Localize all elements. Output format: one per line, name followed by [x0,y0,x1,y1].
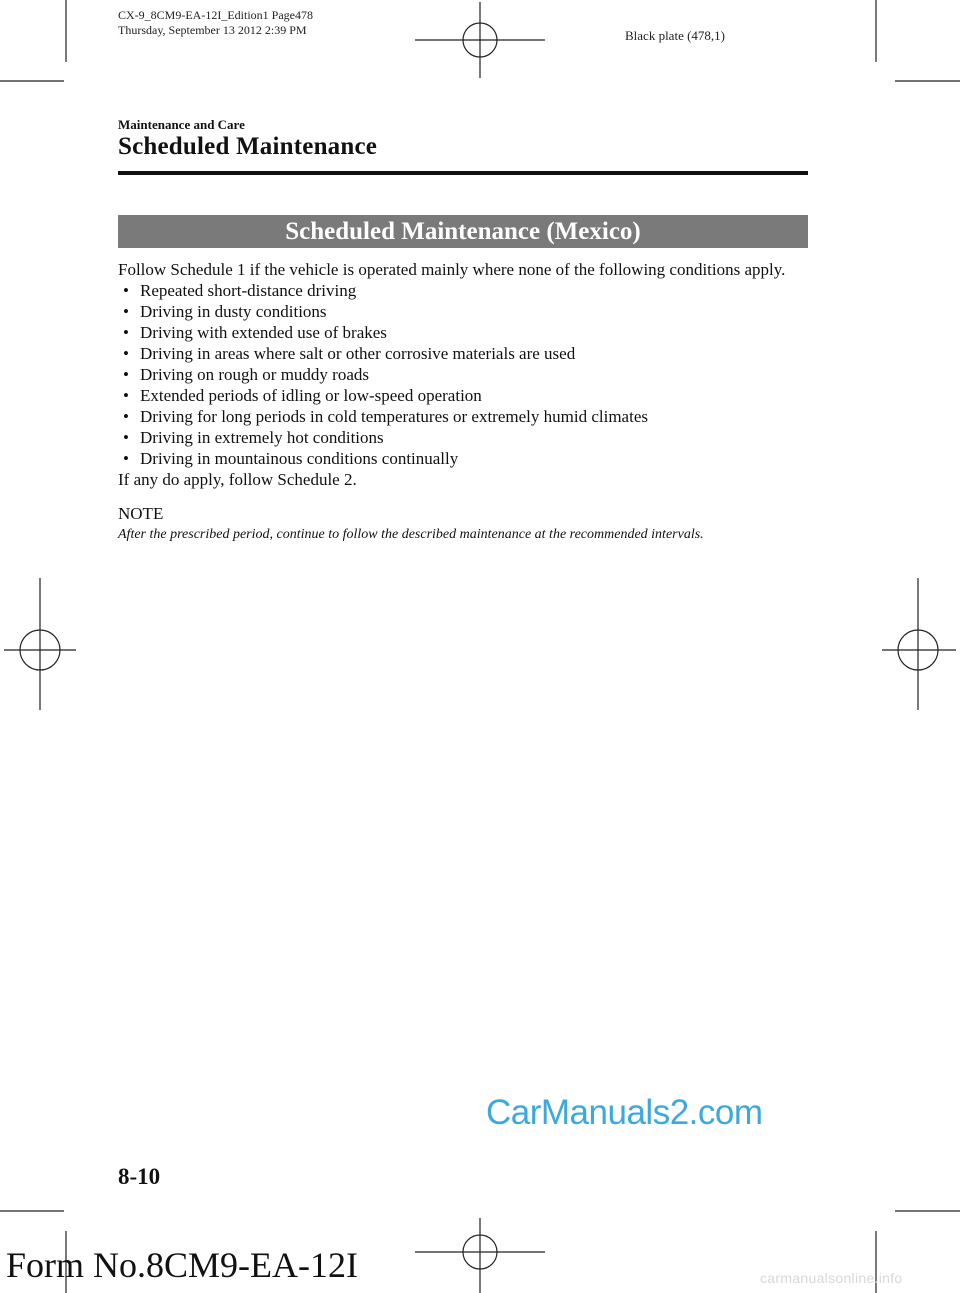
note-heading: NOTE [118,504,164,523]
list-item: • Driving in areas where salt or other corrosive materials are used [123,344,576,363]
section-rule [118,171,808,175]
form-number: Form No.8CM9-EA-12I [6,1245,358,1285]
bullet-icon: • [123,281,129,300]
list-item: • Driving in mountainous conditions continually [123,449,459,468]
conditions-list [118,280,808,469]
list-item: • Driving with extended use of brakes [123,323,387,342]
bullet-icon: • [123,386,129,405]
outro-paragraph: If any do apply, follow Schedule 2. [118,470,357,489]
section-title: Scheduled Maintenance [118,133,378,160]
watermark-logo: CarManuals2.com [486,1093,763,1132]
intro-paragraph: Follow Schedule 1 if the vehicle is operated mainly where none of the following conditions apply. [118,260,786,279]
body-text [118,259,808,545]
bullet-icon: • [123,407,129,426]
list-item: • Repeated short-distance driving [123,281,357,300]
note-text: After the prescribed period, continue to follow the described maintenance at the recommended intervals. [118,527,704,542]
list-item: • Extended periods of idling or low-speed operation [123,386,482,405]
banner-title: Scheduled Maintenance (Mexico) [285,217,641,245]
bullet-icon: • [123,428,129,447]
print-date-line: Thursday, September 13 2012 2:39 PM [118,23,307,37]
print-file-line: CX-9_8CM9-EA-12I_Edition1 Page478 [118,8,313,22]
list-item: • Driving in dusty conditions [123,302,327,321]
bullet-icon: • [123,449,129,468]
chapter-label: Maintenance and Care [118,117,245,132]
bullet-icon: • [123,323,129,342]
list-item: • Driving in extremely hot conditions [123,428,384,447]
watermark-url: carmanualsonline.info [760,1270,903,1286]
list-item: • Driving on rough or muddy roads [123,365,370,384]
plate-label: Black plate (478,1) [625,28,725,43]
bullet-icon: • [123,365,129,384]
list-item: • Driving for long periods in cold temperatures or extremely humid climates [123,407,648,426]
subsection-banner [118,215,808,248]
bullet-icon: • [123,302,129,321]
page-number: 8-10 [118,1164,161,1189]
print-slug [118,8,313,38]
bullet-icon: • [123,344,129,363]
